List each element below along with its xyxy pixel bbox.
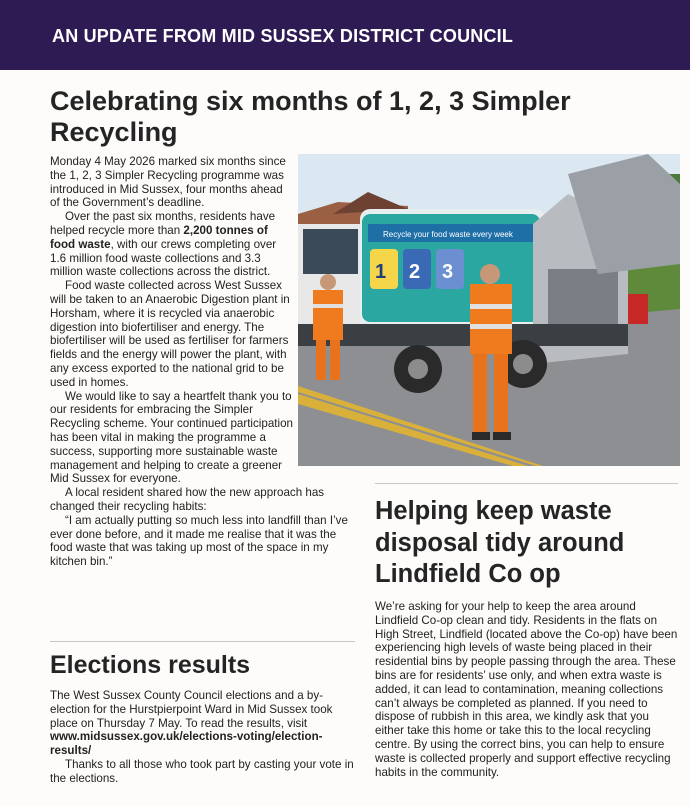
bin-number-1: 1 (375, 261, 387, 283)
resident-quote: “I am actually putting so much less into landfill than I’ve ever done before, and it made me realise that it was the food waste that was taking up most of the space in my kitchen bin.” (50, 513, 348, 569)
section-divider-left (50, 641, 355, 642)
article-body-elections (50, 689, 360, 786)
truck-illustration (298, 154, 680, 466)
section-divider-right (375, 483, 678, 484)
article-title-lindfield: Helping keep waste disposal tidy around Lindfield Co op (375, 497, 625, 588)
paragraph-lindfield: We’re asking for your help to keep the area around Lindfield Co-op clean and tidy. Residents in the flats on High Street, Lindfield (located above the Co-op) have been experiencing high levels of waste being placed in their residential bins by people passing through the area. These bins are for residents’ use only, and when extra waste is added, it can lead to contamination, meaning collections can’t always be completed as planned. If you need to dispose of rubbish in this area, we kindly ask that you either take this home or take this to the local recycling centre. By using the correct bins, you can help to ensure waste is collected properly and support effective recycling habits in the community. (375, 600, 678, 779)
paragraph-intro: Monday 4 May 2026 marked six months since the 1, 2, 3 Simpler Recycling programme was introduced in Mid Sussex, four months ahead of the Government’s deadline. (50, 155, 286, 210)
paragraph-elections: The West Sussex County Council elections and a by-election for the Hurstpierpoint Ward in Mid Sussex took place on Thursday 7 May. To read the results, visit (50, 689, 333, 730)
banner-title: AN UPDATE FROM MID SUSSEX DISTRICT COUNCIL (52, 26, 514, 46)
paragraph-tonnes: Over the past six months, residents have helped recycle more than 2,200 tonnes of food waste, with our crews completing over 1.6 million food waste collections and 3.3 million waste collections across the district. (50, 210, 277, 279)
elections-results-link[interactable]: www.midsussex.gov.uk/elections-voting/election-results/ (50, 730, 323, 758)
highlight-food-waste: 2,200 tonnes of food waste (50, 223, 268, 251)
paragraph-voters-thanks: Thanks to all those who took part by casting your vote in the elections. (50, 757, 354, 785)
paragraph-digestion: Food waste collected across West Sussex will be taken to an Anaerobic Digestion plant in Horsham, where it is recycled via anaerobic digestion into biofertiliser and energy. The biofertiliser will be used as fertiliser for farmers fields and the energy will power the plant, with any excess exported to the national grid to be used in homes. (50, 279, 290, 389)
article-title-elections: Elections results (50, 651, 251, 679)
bin-number-3: 3 (442, 261, 454, 283)
article-title-recycling: Celebrating six months of 1, 2, 3 Simpler Recycling (50, 86, 571, 147)
paragraph-resident: A local resident shared how the new approach has changed their recycling habits: (50, 486, 325, 513)
bin-number-2: 2 (409, 261, 421, 283)
recycling-truck-photo (298, 154, 680, 466)
truck-sign-text: Recycle your food waste every week (383, 230, 513, 239)
header-banner (0, 0, 690, 70)
article-body-lindfield (375, 600, 678, 779)
paragraph-thanks-a: We would like to say a heartfelt thank you to our residents for embracing the Simpler Recycling scheme. Your continued participation has been vital in making the programme a success, supporting more sustainable waste management and helping to create a greener Mid Sussex for everyone. (50, 389, 293, 486)
